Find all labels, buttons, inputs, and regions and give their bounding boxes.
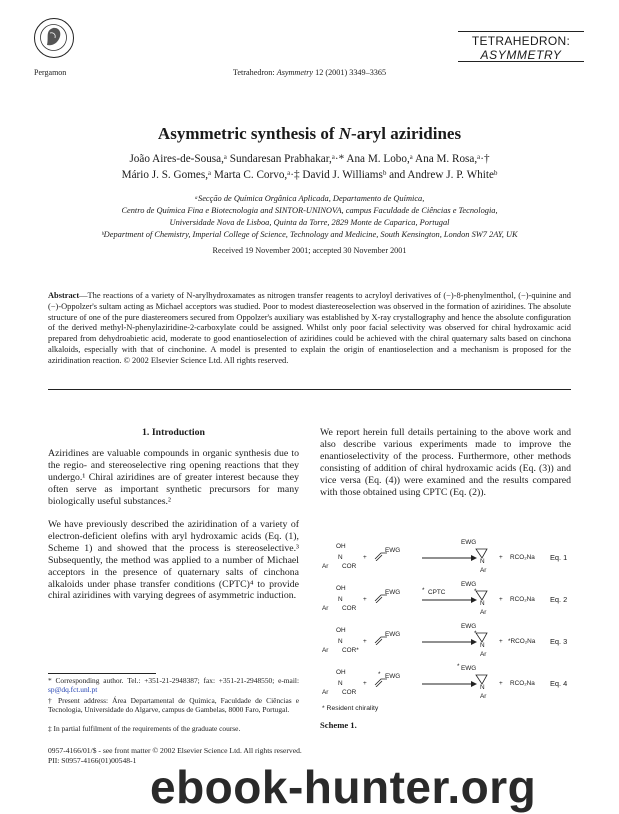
scheme-row-eq2: [318, 577, 578, 619]
footnote-dagger: † Present address: Área Departamental de Química, Faculdade de Ciências e Tecnologia, Universidade do Algarve, campus de Gambelas, 8000 Faro, Portugal.: [48, 696, 299, 714]
journal-box-line2: ASYMMETRY: [480, 48, 562, 62]
scheme-row-eq1: [318, 535, 578, 577]
eq1-n: N: [338, 554, 343, 561]
eq4-product-ar: Ar: [480, 693, 487, 700]
intro-paragraph-1: Aziridines are valuable compounds in organic synthesis due to the regio- and stereoselective ring opening reactions that they undergo.¹ Chiral aziridines are of greater interest because they often serve as important synthetic precursors for many biologically useful substances.²: [48, 448, 299, 507]
footnote-corresponding: [48, 676, 299, 694]
title-prefix: Asymmetric synthesis of: [157, 124, 339, 143]
section-heading-introduction: 1. Introduction: [142, 427, 205, 438]
abstract-divider: [48, 389, 571, 390]
eq2-ewg: EWG: [385, 589, 401, 596]
eq4-star: *: [378, 671, 381, 678]
received-dates: Received 19 November 2001; accepted 30 November 2001: [212, 246, 407, 255]
affiliation-2: Centro de Química Fina e Biotecnologia and SINTOR-UNINOVA, campus Faculdade de Ciências e Tecnologia,: [121, 206, 498, 215]
affiliation-1: ᵃSecção de Química Orgânica Aplicada, Departamento de Química,: [194, 194, 425, 203]
eq1-plus2: +: [499, 554, 503, 561]
eq1-arrow-icon: [422, 555, 477, 561]
footer-pii: PII: S0957-4166(01)00548-1: [48, 756, 137, 765]
title-suffix: -aryl aziridines: [351, 124, 462, 143]
affiliation-4: ᵇDepartment of Chemistry, Imperial College of Science, Technology and Medicine, South Kensington, London SW7 2AY, UK: [101, 230, 518, 239]
article-title: [0, 124, 619, 144]
eq4-plus: +: [363, 680, 367, 687]
eq2-plus: +: [363, 596, 367, 603]
eq4-cor: COR: [342, 689, 357, 696]
eq3-cor: COR*: [342, 647, 359, 654]
eq1-oh: OH: [336, 543, 346, 550]
eq3-olefin-icon: [374, 633, 388, 645]
eq2-product-star: *: [474, 588, 477, 595]
eq1-product-n: N: [480, 558, 485, 565]
authors-line1: João Aires-de-Sousa,ᵃ Sundaresan Prabhakar,ᵃ·* Ana M. Lobo,ᵃ Ana M. Rosa,ᵃ·†: [129, 153, 490, 165]
eq3-plus: +: [363, 638, 367, 645]
abstract: [48, 291, 571, 367]
eq4-arrow-icon: [422, 681, 477, 687]
intro-paragraph-3: We report herein full details pertaining to the above work and also describe various experiments made to improve the enantioselectivity of the process. Furthermore, other methods consisting of addition of chiral hydroxamic acids (Eq. (3)) and vice versa (Eq. (4)) were examined and the results compared with those obtained using CPTC (Eq. (2)).: [320, 427, 571, 498]
eq3-arrow-icon: [422, 639, 477, 645]
scheme-1: [318, 535, 578, 715]
eq4-salt: RCO₂Na: [510, 680, 535, 687]
eq3-label: Eq. 3: [550, 637, 568, 646]
eq3-plus2: +: [499, 638, 503, 645]
authors-line2: Mário J. S. Gomes,ᵃ Marta C. Corvo,ᵃ·‡ David J. Williamsᵇ and Andrew J. P. Whiteᵇ: [121, 169, 498, 181]
eq2-label: Eq. 2: [550, 595, 568, 604]
eq1-product-ar: Ar: [480, 567, 487, 574]
eq2-arrow-icon: [422, 597, 477, 603]
publisher-name: Pergamon: [34, 68, 67, 77]
eq4-n: N: [338, 680, 343, 687]
eq3-oh: OH: [336, 627, 346, 634]
eq2-product-ewg: EWG: [461, 581, 477, 588]
eq3-salt: *RCO₂Na: [508, 638, 536, 645]
scheme-row-eq3: [318, 619, 578, 661]
eq2-salt: RCO₂Na: [510, 596, 535, 603]
footnote-double-dagger: ‡ In partial fulfilment of the requirements of the graduate course.: [48, 724, 241, 733]
eq3-product-star: *: [474, 630, 477, 637]
footer-copyright: 0957-4166/01/$ - see front matter © 2002 Elsevier Science Ltd. All rights reserved.: [48, 746, 302, 755]
eq4-product-star: *: [457, 663, 460, 670]
author-email-link[interactable]: sp@dq.fct.unl.pt: [48, 685, 98, 694]
eq2-cptc: CPTC: [428, 589, 446, 596]
eq2-product-ar: Ar: [480, 609, 487, 616]
eq3-product-n: N: [480, 642, 485, 649]
title-italic: N: [338, 124, 352, 143]
eq4-product-n: N: [480, 684, 485, 691]
footnote-corresponding-text: * Corresponding author. Tel.: +351-21-2948387; fax: +351-21-2948550; e-mail:: [48, 676, 299, 685]
eq2-oh: OH: [336, 585, 346, 592]
citation-prefix: Tetrahedron:: [232, 68, 277, 77]
scheme-row-eq4: [318, 661, 578, 703]
citation-journal: Asymmetry: [276, 68, 314, 77]
eq1-ewg: EWG: [385, 547, 401, 554]
eq2-plus2: +: [499, 596, 503, 603]
eq4-plus2: +: [499, 680, 503, 687]
eq1-cor: COR: [342, 563, 357, 570]
eq1-plus: +: [363, 554, 367, 561]
resident-chirality-note: * Resident chirality: [322, 705, 379, 712]
abstract-text: —The reactions of a variety of N-arylhydroxamates as nitrogen transfer reagents to acryloyl derivatives of (−)-8-phenylmenthol, (−)-quinine and (−)-Oppolzer's sultam acting as Michael acceptors was studied. Poor to modest diastereoselection was observed in the formation of aziridines. The absolute structure of one of the pure diastereomers secured from Oppolzer's auxiliary was established by X-ray crystallography and hence the absolute configuration of the derived methyl-N-phenylaziridine-2-carboxylate could be assigned. Whilst only poor facial selectivity was observed for chiral hydroxamic acid prepared from dehydroabietic acid, moderate to good enantioselection of aziridines could be achieved with the chiral quaternary salts based on cinchona alkaloids, especially with that of cinchonine. A model is presented to explain the origin of enantioselection and a mechanism is proposed for the aziridination reaction. © 2002 Elsevier Science Ltd. All rights reserved.: [48, 291, 571, 365]
tree-emblem-icon: [35, 19, 72, 56]
watermark: ebook-hunter.org: [150, 761, 537, 813]
intro-paragraph-2: We have previously described the aziridination of a variety of electron-deficient olefins with aryl hydroxamic acids (Eq. (1), Scheme 1) and showed that the process is stereoselective.³ Subsequently, the method was applied to a number of Michael acceptors in the presence of quaternary salts of cinchona alkaloids under phase transfer conditions (CPTC)⁴ to provide chiral aziridines with varying degrees of asymmetric induction.: [48, 519, 299, 602]
journal-box-line1: TETRAHEDRON:: [471, 34, 571, 48]
eq3-ewg: EWG: [385, 631, 401, 638]
eq2-olefin-icon: [374, 591, 388, 603]
citation-rest: 12 (2001) 3349–3365: [313, 68, 387, 77]
eq1-product-ewg: EWG: [461, 539, 477, 546]
journal-box: [458, 31, 584, 62]
publisher-logo: [34, 18, 74, 58]
eq1-olefin-icon: [374, 549, 388, 561]
journal-citation: [0, 68, 619, 77]
eq2-n: N: [338, 596, 343, 603]
eq4-olefin-icon: [374, 675, 388, 687]
eq4-label: Eq. 4: [550, 679, 568, 688]
eq2-cptc-star: *: [422, 587, 425, 594]
eq4-oh: OH: [336, 669, 346, 676]
footnote-divider: [48, 673, 156, 674]
eq3-ar: Ar: [322, 647, 329, 654]
affiliation-3: Universidade Nova de Lisboa, Quinta da Torre, 2829 Monte de Caparica, Portugal: [169, 218, 450, 227]
eq1-salt: RCO₂Na: [510, 554, 535, 561]
scheme-caption: Scheme 1.: [320, 720, 357, 730]
eq2-ar: Ar: [322, 605, 329, 612]
eq1-label: Eq. 1: [550, 553, 568, 562]
eq3-n: N: [338, 638, 343, 645]
abstract-label: Abstract: [48, 291, 80, 300]
eq2-product-n: N: [480, 600, 485, 607]
eq4-ar: Ar: [322, 689, 329, 696]
eq3-product-ewg: EWG: [461, 623, 477, 630]
eq4-product-ewg: EWG: [461, 665, 477, 672]
eq2-cor: COR: [342, 605, 357, 612]
eq4-ewg: EWG: [385, 673, 401, 680]
eq1-ar: Ar: [322, 563, 329, 570]
eq3-product-ar: Ar: [480, 651, 487, 658]
